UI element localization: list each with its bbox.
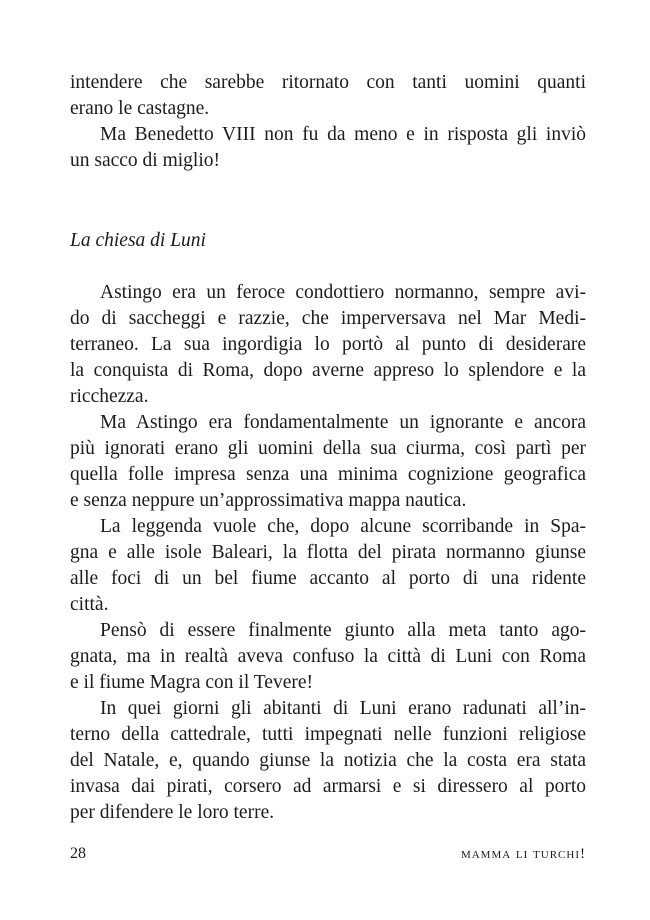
text-line: città. [70,594,109,615]
text-line: e il fiume Magra con il Tevere! [70,672,314,693]
paragraph [70,514,586,618]
text-line: terno della cattedrale, tutti impegnati nelle funzioni religiose [70,724,586,745]
text-line: un sacco di miglio! [70,150,221,171]
page-footer [70,842,586,866]
text-line: e senza neppure un’approssimativa mappa nautica. [70,490,467,511]
text-line: più ignorati erano gli uomini della sua ciurma, così partì per [70,438,586,459]
page-number: 28 [70,845,86,862]
reply-paragraph [70,122,586,174]
book-page-body [70,70,586,826]
running-title: mamma li turchi! [460,846,586,862]
text-line: per difendere le loro terre. [70,802,275,823]
carryover-paragraph [70,70,586,122]
text-line: intendere che sarebbe ritornato con tanti uomini quanti [70,72,586,93]
text-line: gnata, ma in realtà aveva confuso la città di Luni con Roma [70,646,586,667]
text-line: gna e alle isole Baleari, la flotta del pirata normanno giunse [70,542,586,563]
text-line: In quei giorni gli abitanti di Luni erano radunati all’in- [100,698,586,719]
text-line: La leggenda vuole che, dopo alcune scorribande in Spa- [100,516,586,537]
text-line: ricchezza. [70,386,149,407]
text-line: Ma Astingo era fondamentalmente un ignorante e ancora [100,412,586,433]
section-title: La chiesa di Luni [70,230,206,251]
paragraph [70,280,586,410]
text-line: Astingo era un feroce condottiero normanno, sempre avi- [100,282,586,303]
text-line: Ma Benedetto VIII non fu da meno e in risposta gli inviò [100,124,586,145]
text-line: del Natale, e, quando giunse la notizia che la costa era stata [70,750,586,771]
text-line: Pensò di essere finalmente giunto alla meta tanto ago- [100,620,586,641]
text-line: terraneo. La sua ingordigia lo portò al punto di desiderare [70,334,586,355]
text-line: la conquista di Roma, dopo averne appreso lo splendore e la [70,360,586,381]
text-line: alle foci di un bel fiume accanto al porto di una ridente [70,568,586,589]
text-line: quella folle impresa senza una minima cognizione geografica [70,464,586,485]
text-line: invasa dai pirati, corsero ad armarsi e si diressero al porto [70,776,586,797]
paragraph [70,410,586,514]
paragraph [70,696,586,826]
text-line: do di saccheggi e razzie, che imperversava nel Mar Medi- [70,308,586,329]
paragraph [70,618,586,696]
text-line: erano le castagne. [70,98,210,119]
